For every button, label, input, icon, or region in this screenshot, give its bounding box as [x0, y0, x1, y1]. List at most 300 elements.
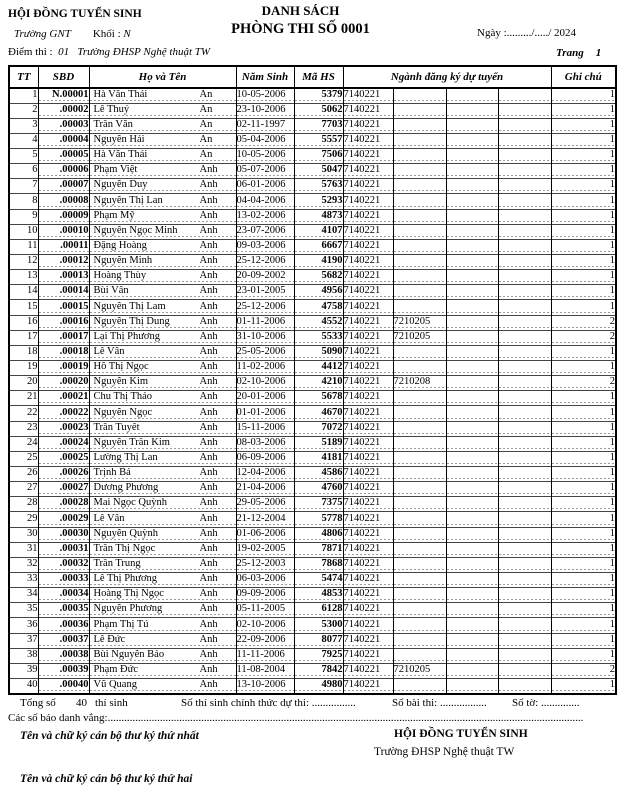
- cell-nganh-4: [498, 300, 551, 315]
- cell-mahs: 4210: [294, 376, 343, 391]
- cell-nganh-2: 7210208: [393, 376, 446, 391]
- cell-tt: 17: [9, 330, 38, 345]
- cell-mahs: 7842: [294, 663, 343, 678]
- candidate-given-name: Anh: [199, 331, 218, 342]
- cell-nganh-2: [393, 603, 446, 618]
- cell-tt: 6: [9, 164, 38, 179]
- cell-mahs: 5682: [294, 270, 343, 285]
- cell-dob: 06-03-2006: [236, 573, 294, 588]
- cell-nganh-2: [393, 391, 446, 406]
- cell-dob: 09-03-2006: [236, 239, 294, 254]
- cell-mahs: 5763: [294, 179, 343, 194]
- cell-sbd: .00021: [38, 391, 89, 406]
- cell-nganh-2: [393, 361, 446, 376]
- cell-nganh-1: 7140221: [343, 194, 393, 209]
- table-row: [9, 118, 616, 133]
- cell-nganh-2: [393, 224, 446, 239]
- cell-name: [89, 239, 236, 254]
- cell-nganh-3: [446, 224, 498, 239]
- cell-nganh-4: [498, 133, 551, 148]
- candidate-given-name: Anh: [199, 559, 218, 569]
- cell-nganh-1: 7140221: [343, 436, 393, 451]
- cell-ghichu: 1: [551, 164, 616, 179]
- cell-sbd: .00012: [38, 255, 89, 270]
- candidate-given-name: Anh: [199, 422, 218, 433]
- cell-name: [89, 133, 236, 148]
- candidate-given-name: An: [199, 89, 213, 100]
- cell-ghichu: 1: [551, 512, 616, 527]
- cell-sbd: .00027: [38, 482, 89, 497]
- candidate-given-name: An: [199, 150, 213, 161]
- total-label: Tổng số: [20, 697, 56, 709]
- official-count-label: Số thí sinh chính thức dự thi: ................: [181, 697, 356, 709]
- table-row: [9, 497, 616, 512]
- cell-tt: 27: [9, 482, 38, 497]
- candidate-given-name: Anh: [199, 513, 218, 524]
- candidate-given-name: Anh: [199, 316, 218, 327]
- candidate-given-name: Anh: [199, 271, 218, 282]
- cell-name: [89, 285, 236, 300]
- cell-sbd: .00026: [38, 467, 89, 482]
- cell-nganh-1: 7140221: [343, 406, 393, 421]
- cell-ghichu: 1: [551, 648, 616, 663]
- exam-site-line: [8, 46, 210, 58]
- cell-tt: 38: [9, 648, 38, 663]
- cell-mahs: 5778: [294, 512, 343, 527]
- candidate-given-name: An: [199, 104, 213, 115]
- cell-nganh-2: [393, 300, 446, 315]
- org-title: HỘI ĐỒNG TUYỂN SINH: [8, 8, 142, 20]
- cell-nganh-4: [498, 467, 551, 482]
- candidate-given-name: Anh: [199, 649, 218, 660]
- candidate-surname: Nguyễn Hải: [93, 135, 145, 146]
- col-header-mahs: Mã HS: [294, 66, 343, 88]
- cell-nganh-1: 7140221: [343, 497, 393, 512]
- cell-nganh-4: [498, 179, 551, 194]
- cell-name: [89, 315, 236, 330]
- cell-mahs: 7703: [294, 118, 343, 133]
- cell-nganh-1: 7140221: [343, 603, 393, 618]
- cell-sbd: .00020: [38, 376, 89, 391]
- cell-ghichu: 1: [551, 436, 616, 451]
- cell-tt: 18: [9, 345, 38, 360]
- cell-tt: 15: [9, 300, 38, 315]
- cell-nganh-3: [446, 270, 498, 285]
- cell-ghichu: 1: [551, 467, 616, 482]
- cell-tt: 4: [9, 133, 38, 148]
- cell-dob: 15-11-2006: [236, 421, 294, 436]
- cell-nganh-4: [498, 527, 551, 542]
- cell-ghichu: 1: [551, 527, 616, 542]
- cell-tt: 34: [9, 588, 38, 603]
- cell-nganh-4: [498, 194, 551, 209]
- candidate-given-name: Anh: [199, 619, 218, 630]
- table-row: [9, 224, 616, 239]
- cell-nganh-2: [393, 406, 446, 421]
- cell-nganh-2: [393, 239, 446, 254]
- cell-nganh-1: 7140221: [343, 133, 393, 148]
- school-name: Trường GNT: [14, 28, 71, 40]
- cell-nganh-4: [498, 573, 551, 588]
- cell-sbd: .00022: [38, 406, 89, 421]
- candidate-given-name: Anh: [199, 679, 218, 690]
- cell-nganh-3: [446, 149, 498, 164]
- candidate-given-name: Anh: [199, 210, 218, 221]
- cell-ghichu: 1: [551, 103, 616, 118]
- cell-nganh-3: [446, 133, 498, 148]
- cell-nganh-1: 7140221: [343, 345, 393, 360]
- cell-ghichu: 1: [551, 633, 616, 648]
- cell-mahs: 4956: [294, 285, 343, 300]
- cell-mahs: 6667: [294, 239, 343, 254]
- cell-nganh-2: [393, 633, 446, 648]
- cell-dob: 25-12-2006: [236, 300, 294, 315]
- cell-nganh-1: 7140221: [343, 542, 393, 557]
- cell-mahs: 7375: [294, 497, 343, 512]
- candidate-given-name: Anh: [199, 180, 218, 191]
- candidate-given-name: Anh: [199, 664, 218, 675]
- exam-site-school: Trường ĐHSP Nghệ thuật TW: [77, 46, 211, 58]
- cell-mahs: 5678: [294, 391, 343, 406]
- cell-nganh-2: 7210205: [393, 663, 446, 678]
- cell-nganh-2: [393, 618, 446, 633]
- cell-mahs: 5293: [294, 194, 343, 209]
- table-row: [9, 406, 616, 421]
- candidate-given-name: Anh: [199, 574, 218, 585]
- cell-name: [89, 103, 236, 118]
- cell-nganh-4: [498, 224, 551, 239]
- cell-name: [89, 573, 236, 588]
- cell-nganh-4: [498, 285, 551, 300]
- cell-nganh-3: [446, 330, 498, 345]
- candidate-given-name: Anh: [199, 241, 218, 252]
- cell-sbd: .00014: [38, 285, 89, 300]
- cell-name: [89, 255, 236, 270]
- cell-nganh-2: [393, 648, 446, 663]
- cell-name: [89, 467, 236, 482]
- candidate-surname: Hoàng Thùy: [93, 271, 147, 282]
- doc-title-line2: PHÒNG THI SỐ 0001: [231, 21, 370, 37]
- cell-mahs: 8077: [294, 633, 343, 648]
- candidate-surname: Trần Trung: [93, 559, 141, 569]
- cell-nganh-4: [498, 557, 551, 572]
- cell-nganh-2: [393, 678, 446, 693]
- candidate-surname: Lại Thị Phương: [93, 331, 160, 342]
- table-row: [9, 648, 616, 663]
- candidate-surname: Bùi Vân: [93, 286, 129, 297]
- sheets-count-label: Số tờ: ..............: [512, 697, 580, 709]
- cell-name: [89, 603, 236, 618]
- cell-nganh-4: [498, 103, 551, 118]
- cell-name: [89, 376, 236, 391]
- candidate-surname: Lê Thuý: [93, 104, 130, 115]
- cell-ghichu: 1: [551, 391, 616, 406]
- cell-nganh-1: 7140221: [343, 512, 393, 527]
- cell-dob: 25-05-2006: [236, 345, 294, 360]
- cell-sbd: .00032: [38, 557, 89, 572]
- cell-nganh-4: [498, 451, 551, 466]
- table-row: [9, 194, 616, 209]
- table-row: [9, 436, 616, 451]
- cell-nganh-2: [393, 270, 446, 285]
- cell-dob: 23-10-2006: [236, 103, 294, 118]
- table-row: [9, 451, 616, 466]
- cell-dob: 06-01-2006: [236, 179, 294, 194]
- cell-mahs: 4760: [294, 482, 343, 497]
- col-header-tt: TT: [9, 66, 38, 88]
- cell-nganh-1: 7140221: [343, 588, 393, 603]
- secretary1-label: Tên và chữ ký cán bộ thư ký thứ nhất: [20, 730, 199, 742]
- table-row: [9, 573, 616, 588]
- cell-nganh-1: 7140221: [343, 618, 393, 633]
- cell-mahs: 5474: [294, 573, 343, 588]
- cell-nganh-2: [393, 133, 446, 148]
- absent-line: Các số báo danh vắng:.............................................................................................................................................................................: [8, 712, 584, 724]
- col-header-nganh: Ngành đăng ký dự tuyển: [343, 66, 551, 88]
- cell-sbd: .00007: [38, 179, 89, 194]
- cell-sbd: .00035: [38, 603, 89, 618]
- col-header-sbd: SBD: [38, 66, 89, 88]
- cell-mahs: 5557: [294, 133, 343, 148]
- cell-tt: 10: [9, 224, 38, 239]
- cell-tt: 33: [9, 573, 38, 588]
- cell-mahs: 4107: [294, 224, 343, 239]
- cell-nganh-3: [446, 194, 498, 209]
- cell-name: [89, 557, 236, 572]
- cell-ghichu: 1: [551, 270, 616, 285]
- cell-nganh-2: [393, 542, 446, 557]
- candidate-surname: Lê Vân: [93, 347, 125, 358]
- cell-tt: 11: [9, 239, 38, 254]
- cell-nganh-1: 7140221: [343, 330, 393, 345]
- cell-nganh-4: [498, 164, 551, 179]
- candidate-surname: Nguyễn Quỳnh: [93, 528, 158, 539]
- cell-nganh-3: [446, 618, 498, 633]
- candidate-given-name: Anh: [199, 256, 218, 267]
- cell-dob: 19-02-2005: [236, 542, 294, 557]
- cell-nganh-1: 7140221: [343, 451, 393, 466]
- cell-nganh-1: 7140221: [343, 482, 393, 497]
- cell-tt: 23: [9, 421, 38, 436]
- cell-nganh-3: [446, 164, 498, 179]
- cell-nganh-2: [393, 179, 446, 194]
- cell-nganh-3: [446, 512, 498, 527]
- cell-nganh-1: 7140221: [343, 376, 393, 391]
- cell-ghichu: 2: [551, 663, 616, 678]
- candidate-given-name: An: [199, 119, 213, 130]
- cell-dob: 13-02-2006: [236, 209, 294, 224]
- cell-sbd: .00016: [38, 315, 89, 330]
- candidate-surname: Nguyễn Ngọc: [93, 407, 153, 418]
- cell-tt: 16: [9, 315, 38, 330]
- cell-tt: 28: [9, 497, 38, 512]
- cell-mahs: 4190: [294, 255, 343, 270]
- cell-name: [89, 194, 236, 209]
- table-row: [9, 209, 616, 224]
- cell-tt: 5: [9, 149, 38, 164]
- candidate-surname: Trần Thị Ngọc: [93, 543, 156, 554]
- candidate-given-name: Anh: [199, 195, 218, 206]
- cell-dob: 10-05-2006: [236, 88, 294, 103]
- council-school: Trường ĐHSP Nghệ thuật TW: [374, 746, 515, 758]
- cell-ghichu: 1: [551, 542, 616, 557]
- cell-nganh-3: [446, 300, 498, 315]
- candidate-given-name: Anh: [199, 453, 218, 464]
- cell-dob: 02-10-2006: [236, 376, 294, 391]
- cell-name: [89, 345, 236, 360]
- candidate-given-name: Anh: [199, 392, 218, 403]
- cell-name: [89, 633, 236, 648]
- cell-dob: 20-01-2006: [236, 391, 294, 406]
- cell-nganh-4: [498, 678, 551, 693]
- candidate-given-name: Anh: [199, 604, 218, 615]
- cell-nganh-3: [446, 451, 498, 466]
- cell-name: [89, 361, 236, 376]
- cell-nganh-2: [393, 194, 446, 209]
- cell-sbd: .00025: [38, 451, 89, 466]
- cell-nganh-4: [498, 421, 551, 436]
- candidate-surname: Trần Văn: [93, 119, 133, 130]
- cell-nganh-1: 7140221: [343, 255, 393, 270]
- cell-mahs: 4758: [294, 300, 343, 315]
- candidate-surname: Nguyễn Minh: [93, 256, 153, 267]
- cell-dob: 22-09-2006: [236, 633, 294, 648]
- doc-title-line1: DANH SÁCH: [261, 3, 340, 18]
- cell-tt: 39: [9, 663, 38, 678]
- cell-nganh-4: [498, 149, 551, 164]
- cell-nganh-1: 7140221: [343, 467, 393, 482]
- col-header-dob: Năm Sinh: [236, 66, 294, 88]
- cell-nganh-3: [446, 648, 498, 663]
- cell-nganh-4: [498, 603, 551, 618]
- page-number: 1: [595, 47, 602, 59]
- cell-nganh-3: [446, 436, 498, 451]
- cell-mahs: 5189: [294, 436, 343, 451]
- candidate-given-name: Anh: [199, 528, 218, 539]
- total-value: 40: [76, 697, 87, 709]
- cell-dob: 06-09-2006: [236, 451, 294, 466]
- cell-mahs: 7871: [294, 542, 343, 557]
- cell-nganh-3: [446, 391, 498, 406]
- candidate-given-name: Anh: [199, 468, 218, 479]
- cell-ghichu: 1: [551, 573, 616, 588]
- cell-sbd: .00018: [38, 345, 89, 360]
- cell-dob: 04-04-2006: [236, 194, 294, 209]
- cell-nganh-3: [446, 345, 498, 360]
- cell-tt: 26: [9, 467, 38, 482]
- cell-nganh-4: [498, 330, 551, 345]
- cell-nganh-3: [446, 527, 498, 542]
- candidate-given-name: Anh: [199, 589, 218, 600]
- cell-mahs: 5047: [294, 164, 343, 179]
- candidate-surname: Lê Thị Phương: [93, 574, 158, 585]
- candidate-given-name: Anh: [199, 165, 218, 176]
- col-header-ghichu: Ghi chú: [551, 66, 616, 88]
- table-row: [9, 255, 616, 270]
- cell-ghichu: 2: [551, 315, 616, 330]
- cell-ghichu: 1: [551, 482, 616, 497]
- cell-sbd: .00017: [38, 330, 89, 345]
- cell-ghichu: 1: [551, 497, 616, 512]
- candidate-given-name: Anh: [199, 347, 218, 358]
- cell-sbd: .00019: [38, 361, 89, 376]
- cell-ghichu: 1: [551, 588, 616, 603]
- cell-dob: 12-04-2006: [236, 467, 294, 482]
- date-line: Ngày :........./...../ 2024: [477, 27, 576, 39]
- cell-sbd: .00039: [38, 663, 89, 678]
- cell-dob: 21-04-2006: [236, 482, 294, 497]
- cell-sbd: .00036: [38, 618, 89, 633]
- school-line: [14, 28, 131, 40]
- candidate-surname: Trần Tuyết: [93, 422, 140, 433]
- cell-sbd: .00006: [38, 164, 89, 179]
- cell-nganh-1: 7140221: [343, 648, 393, 663]
- cell-ghichu: 1: [551, 300, 616, 315]
- table-row: [9, 330, 616, 345]
- cell-sbd: .00008: [38, 194, 89, 209]
- cell-tt: 14: [9, 285, 38, 300]
- candidate-surname: Phạm Mỹ: [93, 210, 135, 221]
- cell-ghichu: 1: [551, 224, 616, 239]
- cell-dob: 05-07-2006: [236, 164, 294, 179]
- candidate-given-name: Anh: [199, 362, 218, 373]
- cell-name: [89, 270, 236, 285]
- cell-nganh-1: 7140221: [343, 149, 393, 164]
- cell-nganh-4: [498, 588, 551, 603]
- candidate-surname: Chu Thị Thảo: [93, 392, 153, 403]
- cell-nganh-1: 7140221: [343, 573, 393, 588]
- cell-nganh-4: [498, 648, 551, 663]
- cell-nganh-3: [446, 603, 498, 618]
- table-row: [9, 300, 616, 315]
- table-row: [9, 361, 616, 376]
- cell-nganh-3: [446, 678, 498, 693]
- cell-nganh-1: 7140221: [343, 224, 393, 239]
- cell-name: [89, 663, 236, 678]
- cell-nganh-2: [393, 588, 446, 603]
- council-signature-title: HỘI ĐỒNG TUYỂN SINH: [394, 728, 528, 740]
- cell-nganh-3: [446, 255, 498, 270]
- cell-sbd: .00031: [38, 542, 89, 557]
- table-row: [9, 482, 616, 497]
- table-row: [9, 603, 616, 618]
- candidate-given-name: Anh: [199, 225, 218, 236]
- cell-mahs: 5379: [294, 88, 343, 103]
- cell-nganh-3: [446, 406, 498, 421]
- cell-mahs: 6128: [294, 603, 343, 618]
- cell-ghichu: 1: [551, 179, 616, 194]
- cell-tt: 36: [9, 618, 38, 633]
- cell-sbd: N.00001: [38, 88, 89, 103]
- cell-nganh-4: [498, 361, 551, 376]
- table-row: [9, 315, 616, 330]
- table-row: [9, 527, 616, 542]
- cell-nganh-4: [498, 618, 551, 633]
- candidate-surname: Nguyễn Thị Dung: [93, 316, 170, 327]
- candidate-given-name: Anh: [199, 498, 218, 509]
- cell-nganh-1: 7140221: [343, 88, 393, 103]
- cell-dob: 21-12-2004: [236, 512, 294, 527]
- candidate-given-name: Anh: [199, 301, 218, 312]
- candidate-surname: Dương Phương: [93, 483, 159, 494]
- candidate-surname: Nguyễn Ngọc Minh: [93, 225, 178, 236]
- cell-dob: 31-10-2006: [236, 330, 294, 345]
- cell-mahs: 7506: [294, 149, 343, 164]
- cell-nganh-4: [498, 663, 551, 678]
- candidate-surname: Nguyễn Phương: [93, 604, 163, 615]
- table-row: [9, 588, 616, 603]
- cell-dob: 01-06-2006: [236, 527, 294, 542]
